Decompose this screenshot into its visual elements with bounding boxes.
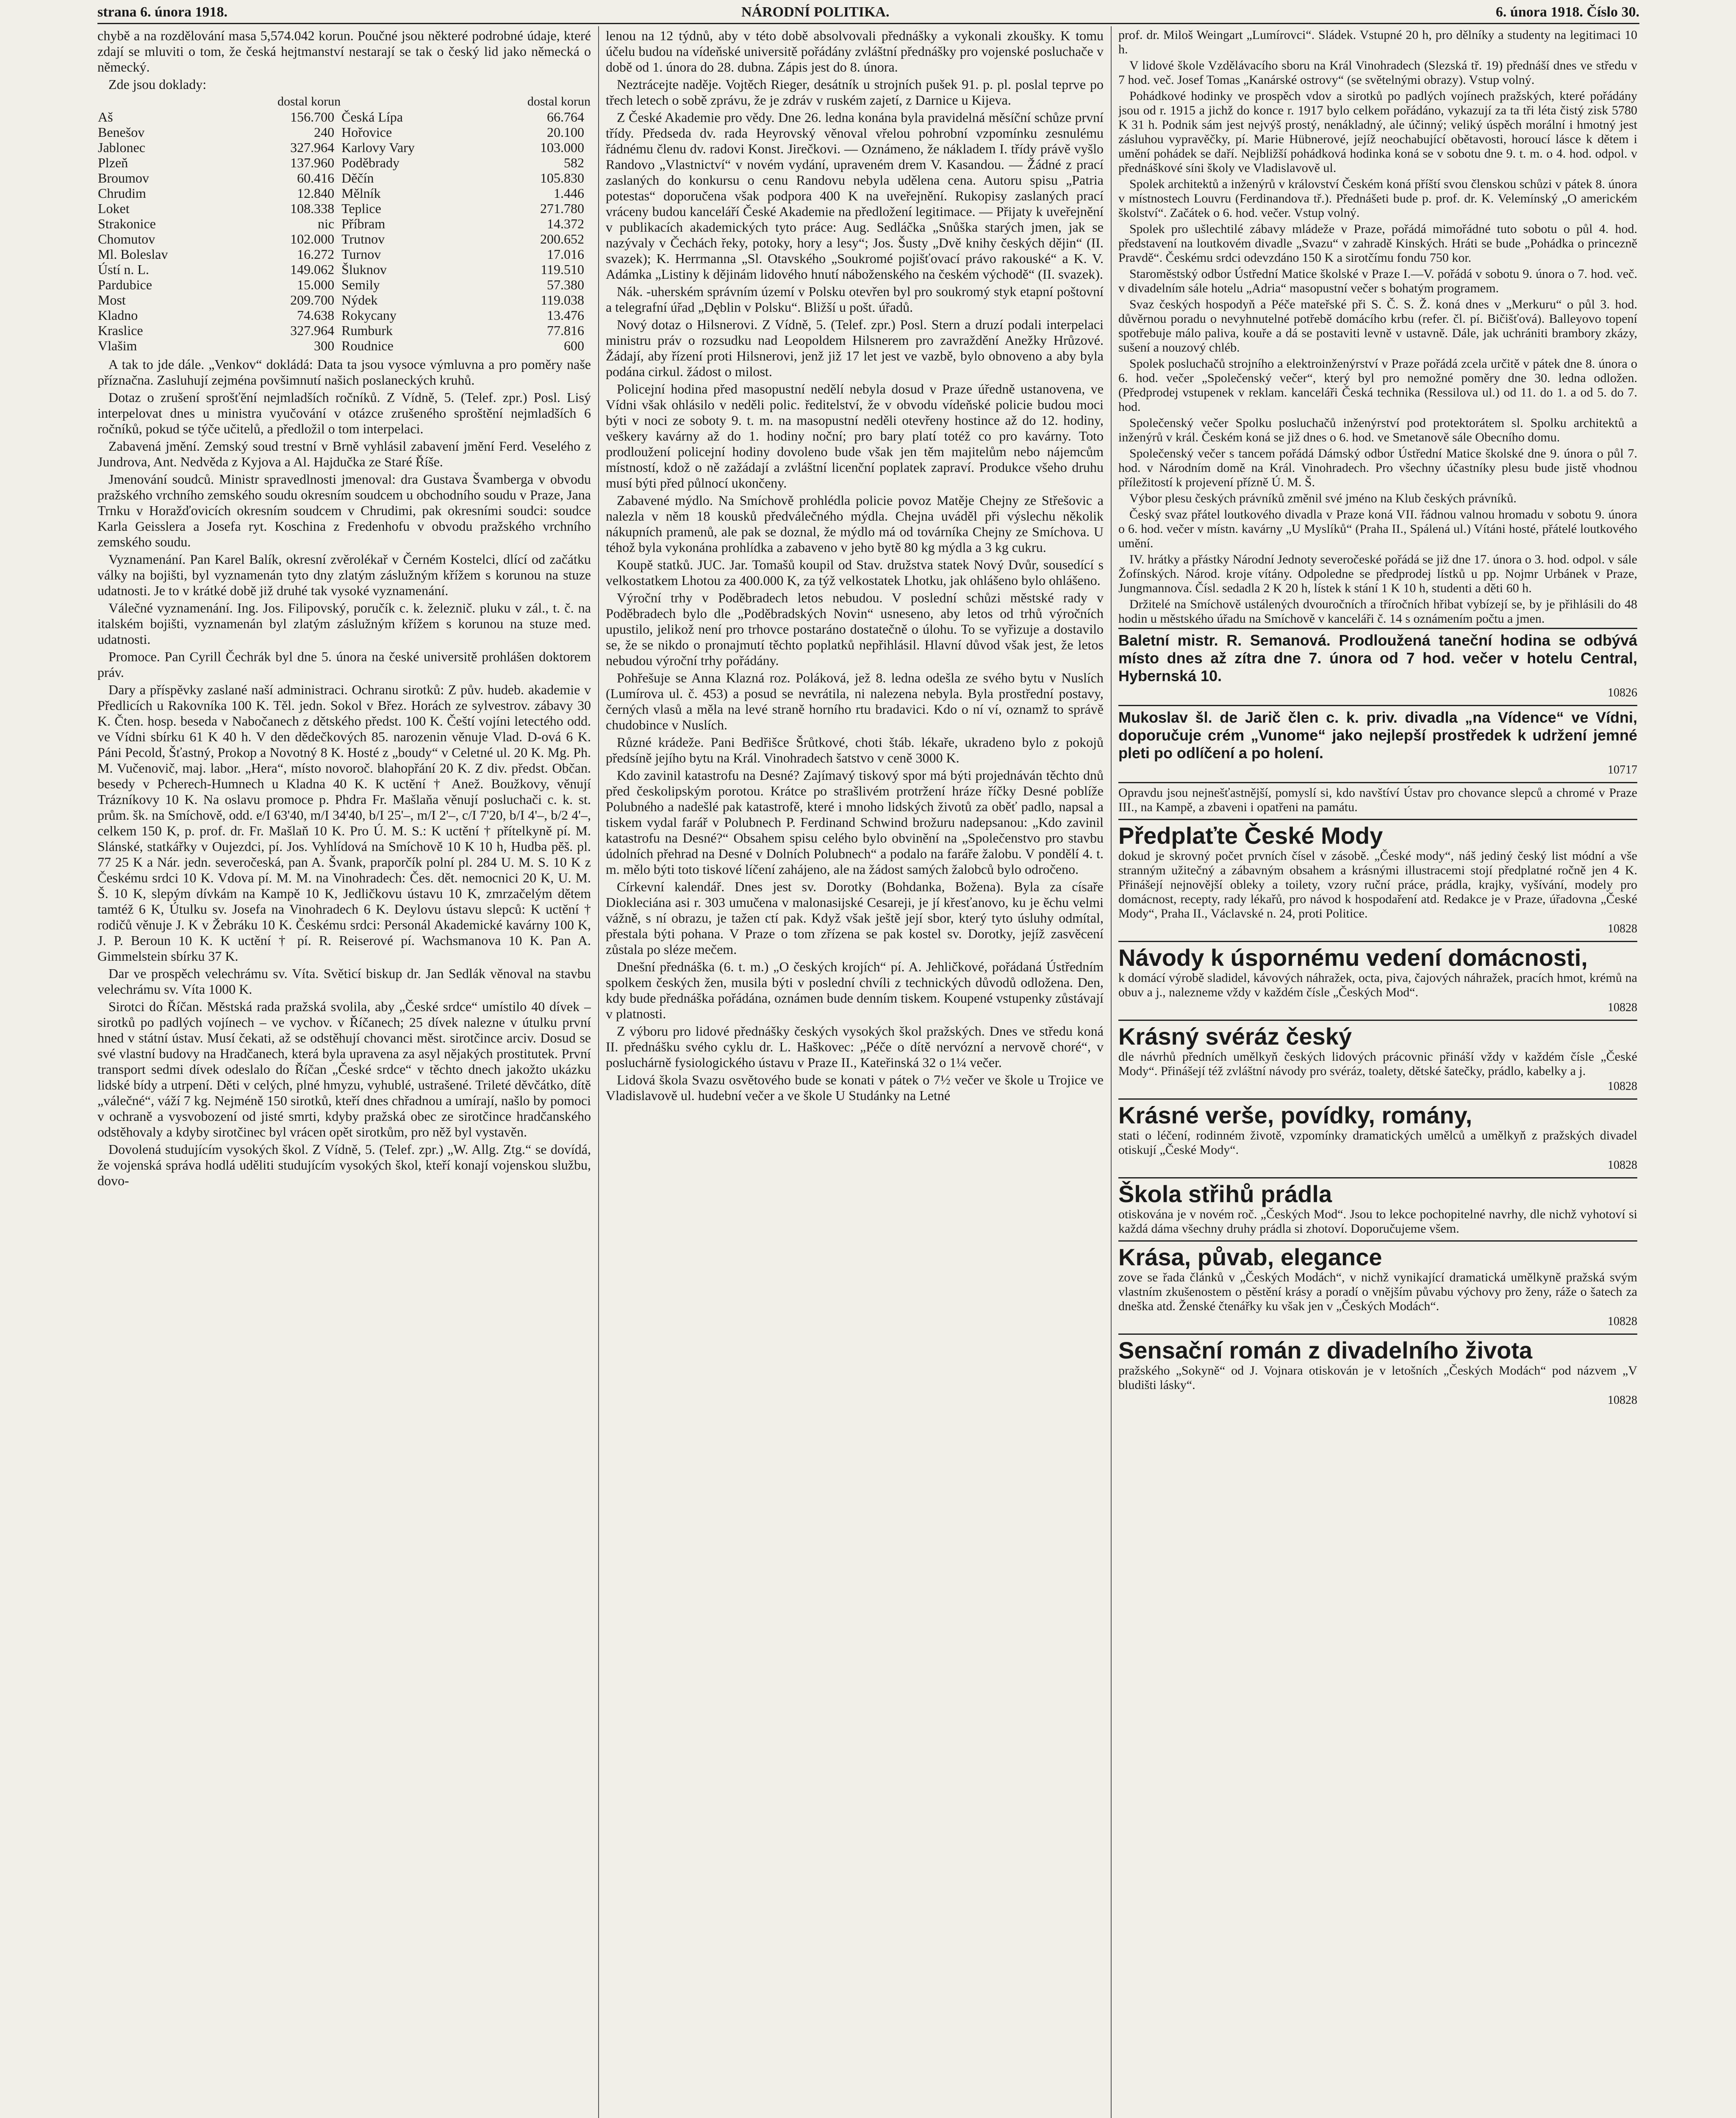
town-amount: 20.100 — [547, 125, 584, 140]
town-name: Rokycany — [341, 308, 397, 323]
town-amount: 102.000 — [290, 231, 335, 247]
ad-body: pražského „Sokyně“ od J. Vojnara otiskován je v letošních „Českých Modách“ pod názvem „V bludišti lásky“. — [1118, 1364, 1637, 1392]
advertisement — [1118, 1177, 1637, 1239]
town-name: Turnov — [341, 247, 381, 262]
news-item: Jmenování soudců. Ministr spravedlnosti jmenoval: dra Gustava Švamberga v obvodu pražského vrchního zemského soudu okresním soudcem u obchodního soudu v Praze, Jana Trnku v Horažďovicích okresním soudcem v Chrudimi, pak okresními soudci: soudce Karla Geisslera a Josefa ryt. Koschina z Fredenhofu v obvodu pražského vrchního zemského soudu. — [97, 471, 591, 549]
town-name: Vlašim — [98, 338, 137, 353]
town-name: Ml. Boleslav — [98, 247, 168, 262]
column-2 — [606, 28, 1104, 2118]
town-name: Semily — [341, 277, 380, 292]
town-name: Aš — [98, 109, 113, 125]
notice-number: 10717 — [1608, 763, 1637, 776]
masthead-title: NÁRODNÍ POLITIKA. — [741, 4, 890, 20]
town-name: Jablonec — [98, 140, 145, 155]
table-row — [97, 216, 591, 231]
news-item: Různé krádeže. Pani Bedřišce Šrůtkové, choti štáb. lékaře, ukradeno bylo z pokojů předsíně jejího bytu na Král. Vinohradech šatstvo v ceně 3000 K. — [606, 735, 1104, 765]
news-item: Výroční trhy v Poděbradech letos nebudou. V poslední schůzi městské rady v Poděbradech bylo dle „Poděbradských Novin“ usneseno, aby letos od trhů výročních upustilo, jelikož není pro trhovce postaráno dostatečně o úlohu. To se vyřizuje a dostavilo se, že se nikdo o pronajmutí těchto poplatků nepřihlásil. Hlavní důvod však jest, že letos nebudou výroční trhy pořádány. — [606, 590, 1104, 668]
news-item: Spolek architektů a inženýrů v království Českém koná příští svou členskou schůzi v pátek 8. února v místnostech Louvru (Ferdinandova tř.). Přednášeti bude p. prof. dr. K. Velemínský „O americkém školství“. Začátek o 6. hod. večer. Vstup volný. — [1118, 177, 1637, 220]
town-name: Rumburk — [341, 323, 393, 338]
town-amount: 77.816 — [547, 323, 584, 338]
town-amount: 12.840 — [297, 186, 335, 201]
column-rule-2 — [1111, 26, 1112, 2118]
town-name: Děčín — [341, 170, 374, 186]
ad-body: dokud je skrovný počet prvních čísel v zásobě. „České mody“, náš jediný český list módní a vše stranným užitečný a zábavným obsahem a krásnými illustracemi stojí předplatné ročně jen 4 K. Přinášejí nejnovější obleky a toilety, vzory ruční práce, prádla, krajky, vyšívání, modely pro domácnost, recepty, rady lékařů, pro návod k hospodaření atd. Redakce je v Praze, úřadovna „České Mody“, Praha II., Václavské n. 24, proti Politice. — [1118, 849, 1637, 920]
ad-headline: Sensační román z divadelního života — [1118, 1337, 1533, 1364]
ad-number: 10828 — [1608, 1394, 1637, 1407]
table-row — [97, 109, 591, 125]
town-amount: 209.700 — [290, 292, 335, 308]
table-row — [97, 170, 591, 186]
news-item: Dnešní přednáška (6. t. m.) „O českých krojích“ pí. A. Jehličkové, pořádaná Ústředním spolkem českých žen, musila býti v poslední chvíli z technických důvodů odložena. Den, kdy bude přednáška pořádána, oznámen bude denním tiskem. Koupené vstupenky zůstávají v platnosti. — [606, 959, 1104, 1021]
news-item: Policejní hodina před masopustní nedělí nebyla dosud v Praze úředně ustanovena, ve Vídni však ohlásilo v neděli polic. ředitelství, že v obvodu vídeňské policie budou moci býti v noci ze soboty 9. t. m. na masopustní neděli otevřeny hostince až do 12. hodiny, veškery kavárny až do 1. hodiny noční; pro bary platí totéž co pro kavárny. Toto prodloužení policejní hodiny dovoleno bude však jen těm majitelům nebo nájemcům místností, kdož o ně zažádají a zvláštní licenční poplatek zapraví. Produkce všeho druhu musí býti před půlnocí ukončeny. — [606, 381, 1104, 491]
town-name: Strakonice — [98, 216, 156, 231]
town-name: Kladno — [98, 308, 138, 323]
header-right: 6. února 1918. Číslo 30. — [1495, 4, 1639, 20]
town-amount: nic — [318, 216, 335, 231]
news-item: Spolek pro ušlechtilé zábavy mládeže v Praze, pořádá mimořádné tuto sobotu o půl 4. hod. představení na loutkovém divadle „Svazu“ v zahradě Kinských. Hráti se bude „Pohádka o princezně Pravdě“. Českému srdci odevzdáno 150 K a sirotčímu fondu 750 kor. — [1118, 222, 1637, 265]
article-after-table: A tak to jde dále. „Venkov“ dokládá: Data ta jsou vysoce výmluvna a pro poměry naše příznačna. Zasluhují zejména povšimnutí našich poslaneckých kruhů. — [97, 357, 591, 388]
town-name: Příbram — [341, 216, 385, 231]
news-item: Český svaz přátel loutkového divadla v Praze koná VII. řádnou valnou hromadu v sobotu 9. února o 6. hod. večer v místn. kavárny „U Myslíků“ (Praha II., Spálená ul.) Vítáni hosté, přátelé loutkového umění. — [1118, 507, 1637, 550]
town-amount: 240 — [314, 125, 335, 140]
table-row — [97, 125, 591, 140]
table-row — [97, 247, 591, 262]
town-amount: 119.510 — [541, 262, 584, 277]
news-item: Svaz českých hospodyň a Péče mateřské při S. Č. S. Ž. koná dnes v „Merkuru“ o půl 3. hod. důvěrnou poradu o nevyhnutelné potřebě domácího krbu (refer. čl. pí. Bičišťová). Balleyovo topení spotřebuje málo paliva, kouře a dá se postaviti levně v ustavně. Dále, jak uchrániti brambory zkázy, sušení a nouzový chléb. — [1118, 297, 1637, 355]
town-amount: 149.062 — [290, 262, 335, 277]
news-item: Dovolená studujícím vysokých škol. Z Vídně, 5. (Telef. zpr.) „W. Allg. Ztg.“ se dovídá, že vojenská správa hodlá uděliti studujícím vysokých škol, kteří konají vojenskou službu, dovo- — [97, 1142, 591, 1188]
town-amount: 108.338 — [290, 201, 335, 216]
town-name: Karlovy Vary — [341, 140, 415, 155]
town-amount: 17.016 — [547, 247, 584, 262]
town-name: Loket — [98, 201, 130, 216]
news-item: Výbor plesu českých právníků změnil své jméno na Klub českých právníků. — [1129, 491, 1517, 505]
town-name: Teplice — [341, 201, 381, 216]
meat-subsidy-table — [97, 94, 591, 353]
news-item: Neztrácejte naděje. Vojtěch Rieger, desátník u strojních pušek 91. p. pl. poslal teprve po třech letech o sobě zprávu, že je zdráv v ruském zajetí, z Darnice u Kijeva. — [606, 77, 1104, 108]
advertisement — [1118, 819, 1637, 939]
town-amount: 156.700 — [290, 109, 335, 125]
notice-text: Baletní mistr. R. Semanová. Prodloužená taneční hodina se odbývá místo dnes až zítra dne 7. února od 7 hod. večer v hotelu Central, Hybernská 10. — [1118, 632, 1637, 685]
table-row — [97, 323, 591, 338]
town-amount: 300 — [314, 338, 335, 353]
news-item: Nový dotaz o Hilsnerovi. Z Vídně, 5. (Telef. zpr.) Posl. Stern a druzí podali interpelaci ministru práv o rozsudku nad Leopoldem Hilsnerem pro zavraždění Anežky Hrůzové. Žádají, aby řízení proti Hilsnerovi, jenž již 17 let jest ve vazbě, bylo obnoveno a aby byla podána cirkul. žádost o milost. — [606, 317, 1104, 379]
news-item: Společenský večer Spolku posluchačů inženýrství pod protektorátem sl. Spolku architektů a inženýrů v král. Českém koná se již dnes o 6. hod. ve Smetanově sále Obecního domu. — [1118, 416, 1637, 444]
news-item: Z výboru pro lidové přednášky českých vysokých škol pražských. Dnes ve středu koná II. přednášku svého cyklu dr. L. Haškovec: „Péče o dítě nervózní a nervově choré“, v posluchárně fysiologického ústavu v Praze II., Kateřinská 32 o 1¼ večer. — [606, 1023, 1104, 1070]
town-name: Šluknov — [341, 262, 387, 277]
article-intro-2: Zde jsou doklady: — [108, 77, 207, 92]
ad-headline: Krása, půvab, elegance — [1118, 1244, 1382, 1270]
ad-body: dle návrhů předních umělkyň českých lidových prácovnic přináší vždy v každém čísle „České Mody“. Přinášejí též zvláštní návody pro svéráz, toalety, dětské šatečky, prádlo, kabelky a j. — [1118, 1050, 1637, 1078]
notice-text: Opravdu jsou nejnešťastnější, pomyslí si, kdo navštíví Ústav pro chovance slepců a chromé v Praze III., na Kampě, a zbaveni i opatřeni na památu. — [1118, 786, 1637, 814]
notice-number: 10826 — [1608, 686, 1637, 699]
article-intro: chybě a na rozdělování masa 5,574.042 korun. Poučné jsou některé podrobné údaje, které zdají se mluviti o tom, že česká hejtmanství nestarají se tak o český lid jako německá o německý. — [97, 28, 591, 75]
town-amount: 137.960 — [290, 155, 335, 170]
town-name: Broumov — [98, 170, 149, 186]
news-item: Pohřešuje se Anna Klazná roz. Poláková, jež 8. ledna odešla ze svého bytu v Nuslích (Lumírova ul. č. 453) a posud se nevrátila, ni nalezena nebyla. Byla prostřední postavy, černých vlasů a měla na levé straně horního rtu bradavici. Kdo o ní ví, oznamž to správě chudobince v Nuslích. — [606, 670, 1104, 732]
ad-number: 10828 — [1608, 1080, 1637, 1093]
table-row — [97, 262, 591, 277]
town-amount: 16.272 — [297, 247, 335, 262]
ad-body: stati o léčení, rodinném životě, vzpomínky dramatických umělců a umělkyň z pražských divadel otiskují „České Mody“. — [1118, 1128, 1637, 1157]
news-item: Společenský večer s tancem pořádá Dámský odbor Ústřední Matice školské dne 9. února o půl 7. hod. v Národním domě na Král. Vinohradech. Pro všechny účastníky plesu bude jistě vhodnou příležitostí k projevení přízně Ú. M. Š. — [1118, 446, 1637, 489]
news-item: Koupě statků. JUC. Jar. Tomašů koupil od Stav. družstva statek Nový Dvůr, sousedící s velkostatkem Lhotou za 400.000 K, za týž velkostatek Lhotku, jak ohlášeno bylo ohlášeno. — [606, 557, 1104, 588]
town-amount: 582 — [564, 155, 584, 170]
advertisements — [1118, 819, 1637, 1411]
town-name: Chomutov — [98, 231, 155, 247]
advertisement — [1118, 1333, 1637, 1411]
ad-headline: Návody k úspornému vedení domácnosti, — [1118, 944, 1588, 971]
news-item: IV. hrátky a přástky Národní Jednoty severočeské pořádá se již dne 17. února o 3. hod. odpol. v sále Žofínských. Národ. kroje vítány. Odpoledne se předprodej lístků u pp. Nojmr Urbánek v Praze, Jungmannova. Čísl. sedadla 2 K 20 h, lístek k stání 1 K 10 h, studenti a děti 60 h. — [1118, 552, 1637, 595]
town-amount: 13.476 — [547, 308, 584, 323]
ad-headline: Předplaťte České Mody — [1118, 822, 1383, 849]
news-item: V lidové škole Vzdělávacího sboru na Král Vinohradech (Slezská tř. 19) přednáší dnes ve středu v 7 hod. več. Josef Tomas „Kanárské ostrovy“ (se světelnými obrazy). Vstup volný. — [1118, 58, 1637, 87]
town-amount: 60.416 — [297, 170, 335, 186]
notice-text: Mukoslav šl. de Jarič člen c. k. priv. divadla „na Vídence“ ve Vídni, doporučuje crém „Vunome“ jako nejlepší prostředek k udržení jemné pleti po odlíčení a po holení. — [1118, 709, 1637, 762]
town-name: Kraslice — [98, 323, 143, 338]
town-name: Benešov — [98, 125, 145, 140]
table-row — [97, 201, 591, 216]
header-left: strana 6. února 1918. — [97, 4, 227, 20]
news-item: Lidová škola Svazu osvětového bude se konati v pátek o 7½ večer ve škole u Trojice ve Vladislavově ul. hudební večer a ve škole U Studánky na Letné — [606, 1072, 1104, 1103]
town-amount: 600 — [564, 338, 584, 353]
advertisement — [1118, 1240, 1637, 1332]
news-item: Dar ve prospěch velechrámu sv. Víta. Světicí biskup dr. Jan Sedlák věnoval na stavbu velechrámu sv. Víta 1000 K. — [97, 966, 591, 997]
news-item: Pohádkové hodinky ve prospěch vdov a sirotků po padlých vojínech pražských, které pořádány jsou od r. 1915 a jichž do konce r. 1917 bylo celkem pořádáno, vykazují za ta tři léta čistý zisk 5780 K 31 h. Podnik sám jest nejvýš prostý, nenákladný, ale účinný; veliký úspěch morální i hmotný jest zásluhou vypravěčky, pí. Marie Hübnerové, jejíž neochabující obětavosti, horoucí lásce k dětem i umění pohádek se daří. Nejbližší pohádková hodinka koná se v sobotu dne 9. t. m. o 4. hod. odpol. v přednáškové síni školy ve Vladislavově ul. — [1118, 89, 1637, 175]
advertisement — [1118, 1098, 1637, 1175]
ad-headline: Škola střihů prádla — [1118, 1181, 1332, 1207]
ad-body: zove se řada článků v „Českých Modách“, v nichž vynikající dramatická umělkyně pražská svým vlastním zkušenostem o pěstění krásy a poradí o vnějším půvabu výchovy pro ženy, ráže o šatech za dneška atd. Ženské čtenářky ku však jen v „Českých Modách“. — [1118, 1270, 1637, 1313]
table-row — [97, 292, 591, 308]
town-amount: 15.000 — [297, 277, 335, 292]
town-amount: 327.964 — [290, 323, 335, 338]
town-name: Nýdek — [341, 292, 378, 308]
town-name: Pardubice — [98, 277, 152, 292]
news-item: Držitelé na Smíchově ustálených dvouročních a tříročních hřibat vybízejí se, by je přihlásili do 48 hodin u městského úřadu na Smíchově v kanceláři č. 14 s oznámením počtu a jmen. — [1118, 597, 1637, 626]
town-amount: 327.964 — [290, 140, 335, 155]
table-row — [97, 186, 591, 201]
town-amount: 1.446 — [554, 186, 584, 201]
ad-headline: Krásné verše, povídky, romány, — [1118, 1102, 1473, 1128]
news-item: Zabavené mýdlo. Na Smíchově prohlédla policie povoz Matěje Chejny ze Střešovic a nalezla v něm 18 kousků předválečného mýdla. Chejna uváděl při výslechu několik nákupních pramenů, ale pak se doznal, že mýdlo má od továrníka Chejny ze Smíchova. U téhož byla vykonána prohlídka a zabaveno v jeho bytě 80 kg mýdla a 3 kg cukru. — [606, 493, 1104, 555]
ad-body: k domácí výrobě sladidel, kávových náhražek, octa, piva, čajových náhražek, pracích hmot, krémů na obuv a j., nalezneme vždy v každém čísle „Českých Mod“. — [1118, 971, 1637, 999]
notice-cream — [1118, 705, 1637, 780]
news-item: Vyznamenání. Pan Karel Balík, okresní zvěrolékař v Černém Kostelci, dlící od začátku války na bojišti, byl vyznamenán tyto dny zlatým záslužným křížem s korunou na stuze udatnosti. Je to v krátké době již druhé tak vysoké vyznamenání. — [97, 552, 591, 598]
town-name: Trutnov — [341, 231, 385, 247]
notice-ballet — [1118, 628, 1637, 703]
town-amount: 66.764 — [547, 109, 584, 125]
table-row — [97, 155, 591, 170]
news-item: lenou na 12 týdnů, aby v této době absolvovali přednášky a vykonali zkoušky. K tomu účelu budou na vídeňské universitě pořádány zvláštní přednášky pro vojenské posluchače v době od 1. února do 28. dubna. Zápis jest do 8. února. — [606, 28, 1104, 75]
news-item: Dary a příspěvky zaslané naší administraci. Ochranu sirotků: Z pův. hudeb. akademie v Předlicích u Rakovníka 100 K. Těl. jedn. Sokol v Břez. Horách ze sylvestrov. zábavy 30 K. Čten. hosp. beseda v Nabočanech z dětského předst. 100 K. Čeští vojíni letectého odd. ve Vídni sbírku 61 K 40 h. V den dědečkových 85. narozenin věnuje Vlad. D-ová 6 K. Páni Pecold, Šťastný, Prokop a Novotný 8 K. Hosté z „boudy“ v Celetné ul. 20 K. Mg. Ph. M. Vučenovič, maj. labor. „Hera“, místo novoroč. blahopřání 20 K. Z div. předst. Občan. besedy v Pcherech-Humnech u Kladna 40 K. K uctění † Anež. Boužkovy, věnují Trázníkovy 10 K. Na oslavu promoce p. Phdra Fr. Mašlaňa věnují posluchači c. k. st. prům. šk. na Smíchově, odd. e/I 63'40, m/I 34'40, b/I 25'–, m/I 2'–, c/I 7'20, b/I 4'–, b/2 4'–, celkem 150 K, p. prof. dr. Fr. Mašlaň 10 K. Pro Ú. M. S.: K uctění † přítelkyně pí. M. Slánské, statkářky v Oujezdci, pí. Jos. Vyhlídová na Smíchově 10 K 10 h, Hudba pěš. pl. 77 25 K a Nár. jedn. severočeská, pan A. Švank, praporčík polní pl. 284 U. M. S. 10 K z Českému srdci 10 K. Vdova pí. M. M. na Vinohradech: Čes. dět. nemocnici 20 K, U. M. Š. 10 K, slepým dívkám na Kampě 10 K, Jedličkovu ústavu 10 K, zmrzačelým dětem tamtéž 6 K, Útulku sv. Josefa na Vinohradech 6 K. Deylovu ústavu slepců: K uctění † rodičů věnuje J. K v Žebráku 10 K. Českému srdci: Personál Akademické kavárny 100 K, J. P. Beroun 10 K. K uctění † pí. R. Reiserové pí. Wachsmanova 10 K. Pan A. Gimmelstein sbírku 37 K. — [97, 682, 591, 964]
town-name: Plzeň — [98, 155, 128, 170]
town-amount: 57.380 — [547, 277, 584, 292]
town-amount: 271.780 — [540, 201, 584, 216]
news-item: Spolek posluchačů strojního a elektroinženýrství v Praze pořádá zcela určitě v pátek dne 8. února o 6. hod. večer „Společenský večer“, který byl pro nemožné poměry dne 30. ledna odložen. (Předprodej vstupenek v reklam. kanceláři Česká technika (Ressilova ul.) od 11. do 1. a od 5. do 7. hod. — [1118, 357, 1637, 414]
advertisement — [1118, 1020, 1637, 1097]
table-row — [97, 231, 591, 247]
news-item: Z České Akademie pro vědy. Dne 26. ledna konána byla pravidelná měsíční schůze první třídy. Předseda dv. rada Heyrovský věnoval vřelou pohrobní vzpomínku zesnulému řádnému členu dv. radovi Konst. Jirečkovi. — Oznámeno, že nákladem I. třídy právě vyšlo Randovo „Vlastnictví“ v novém vydání, upraveném drem V. Kasandou. — Žádné z prací zaslaných do konkursu o cenu Randovu nebyla udělena cena. Autoru spisu „Patria potestas“ doporučena však podpora 400 K na uveřejnění. Rukopisy zaslaných prací vráceny budou kanceláří České Akademie na předložení legitimace. — Přijaty k uveřejnění v publikacích akademických tyto práce: Aug. Sedláčka „Snůška starých jmen, jak se nazývaly v Čechách řeky, potoky, hory a lesy“; Jos. Šusty „Dvě knihy českých dějin“ (II. svazek); K. Herrmanna „Sl. Otavského „Soukromé pojišťovací právo rakouské“ a K. V. Adámka „Listiny k dějinám lidového hnutí náboženského na českém východě“ (II. svazek). — [606, 110, 1104, 282]
town-name: Chrudim — [98, 186, 146, 201]
ad-number: 10828 — [1608, 922, 1637, 935]
ad-number: 10828 — [1608, 1001, 1637, 1014]
town-amount: 103.000 — [540, 140, 584, 155]
table-head-1: dostal korun — [277, 94, 341, 108]
town-amount: 200.652 — [540, 231, 584, 247]
table-row — [97, 277, 591, 292]
table-row — [97, 140, 591, 155]
town-name: Roudnice — [341, 338, 394, 353]
news-item: Sirotci do Říčan. Městská rada pražská svolila, aby „České srdce“ umístilo 40 dívek – sirotků po padlých vojínech – ve vychov. v Říčanech; 25 dívek nalezne v útulku první hned v státní ústav. Musí čekati, až se odstěhují chovanci měst. sirotčince arciv. Dosud se své vlastní budovy na Hradčanech, která byla upravena za asyl nějakých prostitutek. První transport sedmi dívek odeslalo do Říčan „České srdce“ v těchto dnech jakožto ukázku lidské bídy a utrpení. Děti v celých, plné hmyzu, vyhublé, ustrašené. Trileté děvčátko, dítě „válečné“, váží 7 kg. Nejméně 150 sirotků, kteří dnes chřadnou a umírají, našlo by pomoci v ochraně a vysvobození od jisté smrti, kdyby pražská obec ze sirotčince hradčanského odstěhovaly a kdyby sirotčinec byl vrácen opět sirotkům, pro něž byl vystavěn. — [97, 999, 591, 1139]
table-head-2: dostal korun — [527, 94, 591, 108]
column-3 — [1118, 28, 1637, 2118]
ad-number: 10828 — [1608, 1159, 1637, 1172]
town-name: Hořovice — [341, 125, 392, 140]
ad-body: otiskována je v novém roč. „Českých Mod“. Jsou to lekce pochopitelné navrhy, dle nichž vyhotoví si každá dáma všechny druhy prádla si zhotoví. Doporučujeme všem. — [1118, 1207, 1637, 1236]
town-name: Česká Lípa — [341, 109, 403, 125]
news-item: Církevní kalendář. Dnes jest sv. Dorotky (Bohdanka, Božena). Byla za císaře Diokleciána asi r. 303 umučena v malonasijské Cesareji, je jí křesťanovo, ku je ěchu velmi vážně, s ní obrazu, je tažen ctí pak. Když však ještě její sbor, který tyto úsluhy odmítal, přestala býti pohana. V Praze o tom zřízena se pak kostel sv. Dorotky, jejíž zasvěcení zůstala po sléze mečem. — [606, 879, 1104, 957]
town-name: Ústí n. L. — [98, 262, 149, 277]
column-1 — [97, 28, 591, 2118]
town-amount: 119.038 — [541, 292, 584, 308]
news-item: Promoce. Pan Cyrill Čechrák byl dne 5. února na české universitě prohlášen doktorem práv. — [97, 649, 591, 680]
news-item: Zabavená jmění. Zemský soud trestní v Brně vyhlásil zabavení jmění Ferd. Veselého z Jundrova, Ant. Nedvěda z Kyjova a Al. Hajdučka ze Staré Říše. — [97, 438, 591, 469]
town-name: Mělník — [341, 186, 381, 201]
table-row — [97, 338, 591, 353]
notice-blind-institute — [1118, 782, 1637, 817]
town-name: Most — [98, 292, 126, 308]
table-row — [97, 308, 591, 323]
town-amount: 14.372 — [547, 216, 584, 231]
news-item: Nák. -uherském správním území v Polsku otevřen byl pro soukromý styk etapní poštovní a telegrafní úřad „Dęblin v Polsku“. Bližší u pošt. úřadů. — [606, 284, 1104, 315]
news-item: Válečné vyznamenání. Ing. Jos. Filipovský, poručík c. k. železnič. pluku v zál., t. č. na italském bojišti, vyznamenán byl zlatým záslužným křížem s korunou na stuze med. udatnosti. — [97, 600, 591, 647]
town-name: Poděbrady — [341, 155, 399, 170]
ad-number: 10828 — [1608, 1315, 1637, 1328]
page-header — [97, 2, 1639, 21]
news-item: prof. dr. Miloš Weingart „Lumírovci“. Sládek. Vstupné 20 h, pro dělníky a studenty na legitimaci 10 h. — [1118, 28, 1637, 56]
town-amount: 74.638 — [297, 308, 335, 323]
advertisement — [1118, 941, 1637, 1018]
ad-headline: Krásný svéráz český — [1118, 1023, 1352, 1050]
town-amount: 105.830 — [540, 170, 584, 186]
news-item: Kdo zavinil katastrofu na Desné? Zajímavý tiskový spor má býti projednáván těchto dnů před českolipským porotou. Krátce po strašlivém protržení hráze říčky Desné poblíže Polubného a nadešlé pak katastrofě, které i mnoho lidských životů za oběť padlo, napsal a tiskem vydal farář v Polubnech P. Ferdinand Schwind brožuru nadepsanou: „Kdo zavinil katastrofu na Desné?“ Obsahem spisu celého bylo obvinění na „Společenstvo pro stavbu údolních přehrad na Desné v Dolních Polubnech“ a podalo na faráře žalobu. V pondělí 4. t. m. mělo býti toto tiskové líčení zahájeno, ale na žádost samých žalobců bylo odročeno. — [606, 768, 1104, 877]
news-item: Dotaz o zrušení sprošťění nejmladších ročníků. Z Vídně, 5. (Telef. zpr.) Posl. Lisý interpelovat dnes u ministra vyučování v otázce zrušeného sproštění nejmladších 6 ročníků, pokud se týče učitelů, a předložil o tom interpelaci. — [97, 390, 591, 436]
header-rule — [97, 23, 1639, 24]
news-item: Staroměstský odbor Ústřední Matice školské v Praze I.—V. pořádá v sobotu 9. února o 7. hod. več. v divadelním sále hotelu „Adria“ masopustní večer s bohatým programem. — [1118, 267, 1637, 295]
column-rule-1 — [598, 26, 599, 2118]
